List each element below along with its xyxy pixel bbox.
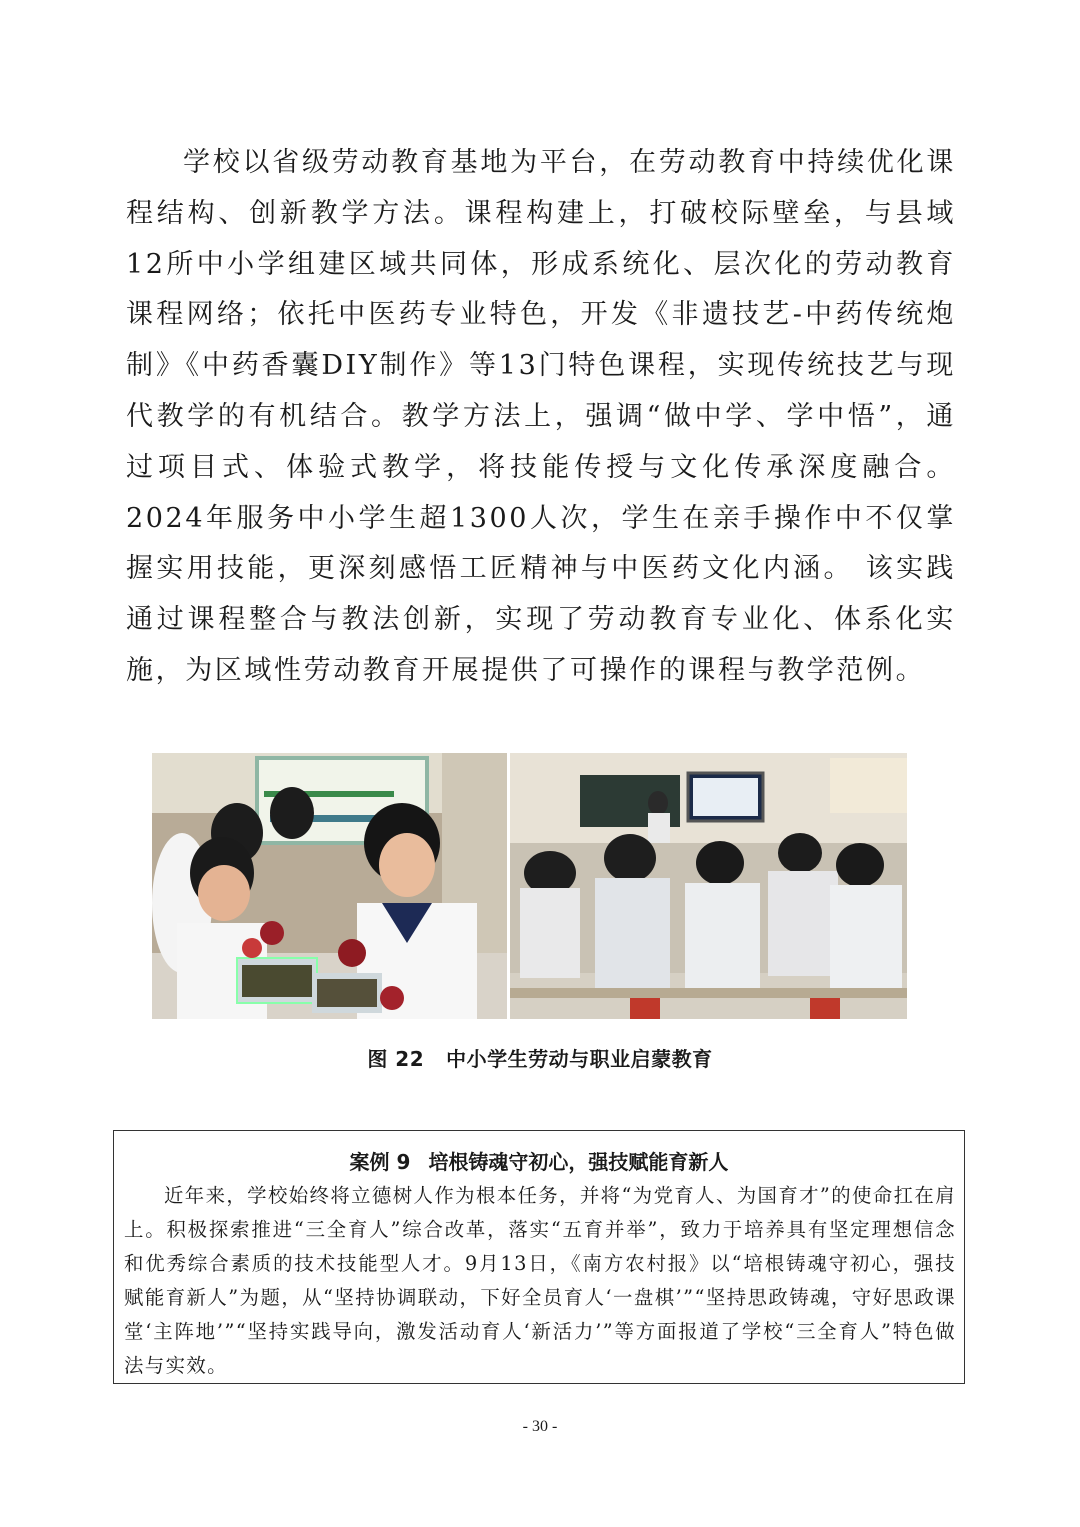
photo-classroom-massage-lesson [510, 753, 907, 1019]
page-number: - 30 - [522, 1418, 558, 1435]
case-body: 近年来，学校始终将立德树人作为根本任务，并将“为党育人、为国育才”的使命扛在肩上。积极探索推进“三全育人”综合改革，落实“五育并举”，致力于培养具有坚定理想信念和优秀综合素质的技术技能型人才。9月13日，《南方农村报》以“培根铸魂守初心，强技赋能育新人”为题，从“坚持协调联动，下好全员育人‘一盘棋’”“坚持思政铸魂，守好思政课堂‘主阵地’”“坚持实践导向，激发活动育人‘新活力’”等方面报道了学校“三全育人”特色做法与实效。 [124, 1184, 956, 1377]
case-number: 案例 9 [349, 1150, 411, 1174]
figure-caption-text: 中小学生劳动与职业启蒙教育 [446, 1047, 713, 1071]
figure-number: 图 22 [367, 1047, 425, 1071]
case-box [113, 1130, 965, 1384]
case-title-text: 培根铸魂守初心，强技赋能育新人 [428, 1150, 729, 1174]
body-paragraph: 学校以省级劳动教育基地为平台，在劳动教育中持续优化课程结构、创新教学方法。课程构建上，打破校际壁垒，与县域12所中小学组建区域共同体，形成系统化、层次化的劳动教育课程网络；依托中医药专业特色，开发《非遗技艺-中药传统炮制》《中药香囊DIY制作》等13门特色课程，实现传统技艺与现代教学的有机结合。教学方法上，强调“做中学、学中悟”，通过项目式、体验式教学，将技能传授与文化传承深度融合。2024年服务中小学生超1300人次，学生在亲手操作中不仅掌握实用技能，更深刻感悟工匠精神与中医药文化内涵。 该实践通过课程整合与教法创新，实现了劳动教育专业化、体系化实施，为区域性劳动教育开展提供了可操作的课程与教学范例。 [126, 147, 956, 686]
photo-students-making-sachets [152, 753, 507, 1019]
case-title [114, 1146, 964, 1175]
figure-caption [0, 1043, 1080, 1072]
